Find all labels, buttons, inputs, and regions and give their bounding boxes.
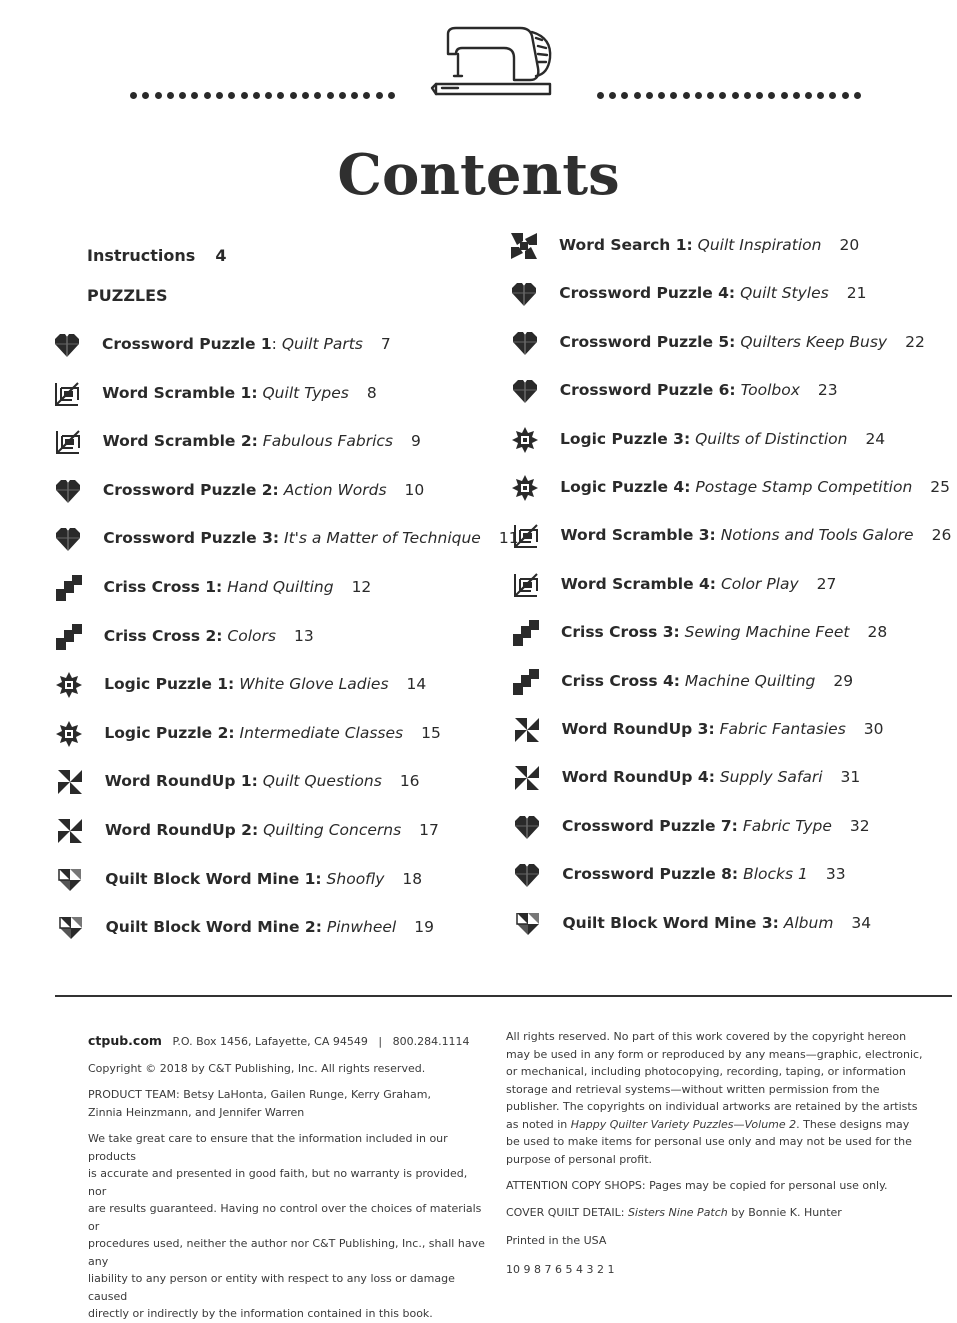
- star-block-icon: [510, 425, 540, 455]
- disclaimer-line: liability to any person or entity with respect to any loss or damage caused: [88, 1272, 455, 1303]
- mine-block-icon: [55, 865, 85, 895]
- puzzle-name: Logic Puzzle 1:: [104, 675, 235, 694]
- dot: [241, 92, 248, 99]
- dot: [744, 92, 751, 99]
- pinwheel-block-icon: [512, 715, 542, 745]
- puzzle-name: Crossword Puzzle 6:: [559, 381, 736, 400]
- puzzle-theme: Colors: [227, 626, 276, 645]
- puzzle-theme: Quilts of Distinction: [695, 429, 848, 448]
- toc-entry-text: [560, 478, 950, 496]
- book-title: Happy Quilter Variety Puzzles—Volume 2: [570, 1117, 797, 1131]
- toc-entry-text: [104, 675, 426, 693]
- toc-entry-text: [105, 821, 439, 839]
- dot: [155, 92, 162, 99]
- scramble-block-icon: [511, 570, 541, 600]
- page-number: 8: [366, 383, 377, 402]
- puzzle-name: Crossword Puzzle 5:: [559, 332, 736, 351]
- puzzle-name: Word RoundUp 4:: [561, 768, 715, 787]
- zigzag-block-icon: [511, 667, 541, 697]
- puzzle-name: Word RoundUp 1:: [104, 772, 258, 791]
- toc-entry-text: [106, 918, 434, 936]
- disclaimer-line: are results guaranteed. Having no control over the choices of materials or: [88, 1202, 482, 1233]
- heart-block-icon: [510, 328, 540, 358]
- publisher-phone: 800.284.1114: [392, 1035, 470, 1048]
- puzzle-theme: Machine Quilting: [684, 671, 816, 690]
- toc-entry-text: [560, 333, 925, 351]
- printed-line: Printed in the USA: [506, 1234, 607, 1247]
- toc-entry-text: [560, 381, 838, 399]
- toc-entry-text: [561, 526, 952, 544]
- dot: [363, 92, 370, 99]
- attention-line: ATTENTION COPY SHOPS: Pages may be copied for personal use only.: [506, 1179, 888, 1192]
- page-number: 15: [421, 723, 441, 742]
- heart-block-icon: [512, 812, 542, 842]
- toc-entry-text: [563, 914, 872, 932]
- puzzle-theme: Pinwheel: [326, 918, 397, 937]
- dot: [597, 92, 604, 99]
- dot: [191, 92, 198, 99]
- puzzle-theme: Quilt Styles: [740, 284, 829, 303]
- dot: [253, 92, 260, 99]
- arrow-block-icon: [509, 231, 539, 261]
- puzzle-name: Crossword Puzzle 4:: [559, 284, 736, 303]
- puzzle-name: Criss Cross 3:: [561, 623, 680, 642]
- toc-entry-text: [104, 724, 440, 742]
- scramble-block-icon: [511, 521, 541, 551]
- zigzag-block-icon: [511, 618, 541, 648]
- puzzle-name: Criss Cross 1:: [103, 578, 223, 596]
- toc-entry-text: [561, 623, 887, 641]
- printing-numbers: 10 9 8 7 6 5 4 3 2 1: [506, 1262, 615, 1276]
- page-number: 14: [406, 675, 427, 694]
- dot: [683, 92, 690, 99]
- product-team-line-1: PRODUCT TEAM: Betsy LaHonta, Gailen Runge, Kerry Graham,: [88, 1088, 431, 1101]
- puzzle-name: Criss Cross 4:: [561, 671, 680, 690]
- puzzle-theme: Color Play: [720, 574, 799, 593]
- puzzle-theme: Hand Quilting: [227, 578, 334, 596]
- dot: [216, 92, 223, 99]
- toc-entry-text: [104, 627, 314, 645]
- dot: [265, 92, 272, 99]
- toc-entry-text: [561, 672, 853, 690]
- page-number: 22: [905, 332, 925, 351]
- puzzle-theme: Quilting Concerns: [263, 821, 402, 839]
- dot: [719, 92, 726, 99]
- puzzle-theme: Notions and Tools Galore: [720, 526, 914, 545]
- rights-text-end: [506, 1133, 946, 1168]
- star-block-icon: [54, 719, 84, 749]
- puzzle-name: Crossword Puzzle 1: [102, 335, 272, 353]
- puzzle-name: Criss Cross 2:: [103, 626, 223, 645]
- scramble-block-icon: [52, 379, 82, 409]
- heart-block-icon: [52, 330, 82, 360]
- disclaimer-line: is accurate and presented in good faith, but no warranty is provided, nor: [88, 1167, 468, 1198]
- disclaimer-text: [88, 1130, 488, 1323]
- puzzle-name: Logic Puzzle 4:: [560, 478, 691, 496]
- page-number: 32: [849, 816, 870, 835]
- puzzle-theme: It's a Matter of Technique: [284, 529, 481, 548]
- toc-entry-text: [103, 529, 518, 547]
- dot: [695, 92, 702, 99]
- dot: [167, 92, 174, 99]
- dot: [817, 92, 824, 99]
- dot: [707, 92, 714, 99]
- pinwheel-block-icon: [55, 767, 85, 797]
- dot: [732, 92, 739, 99]
- toc-entry-text: [102, 335, 391, 353]
- rights-line-6-b: . These designs may: [796, 1117, 910, 1131]
- cover-quilt-line: [506, 1204, 946, 1222]
- puzzle-theme: Quilt Inspiration: [697, 236, 822, 254]
- disclaimer-line: procedures used, neither the author nor C&T Publishing, Inc., shall have any: [88, 1237, 485, 1268]
- page-number: 18: [402, 869, 423, 888]
- puzzles-heading: PUZZLES: [87, 286, 168, 305]
- page-number: 9: [411, 432, 421, 451]
- disclaimer-line: We take great care to ensure that the information included in our products: [88, 1132, 448, 1163]
- puzzle-theme: Postage Stamp Competition: [695, 478, 913, 496]
- puzzle-theme: White Glove Ladies: [239, 675, 389, 694]
- sewing-machine-icon: [428, 18, 558, 100]
- toc-entry-text: [559, 236, 859, 254]
- dot: [142, 92, 149, 99]
- publisher-site[interactable]: ctpub.com: [88, 1033, 162, 1048]
- toc-entry-text: [102, 384, 376, 402]
- page-number: 20: [839, 236, 860, 254]
- heart-block-icon: [510, 376, 540, 406]
- dot: [781, 92, 788, 99]
- dot: [351, 92, 358, 99]
- puzzle-name: Logic Puzzle 3:: [560, 429, 691, 448]
- zigzag-block-icon: [54, 622, 84, 652]
- page-number: 29: [833, 671, 854, 690]
- dot: [805, 92, 812, 99]
- puzzle-theme: Action Words: [283, 480, 387, 499]
- toc-entry-text: [562, 865, 845, 883]
- puzzle-theme: Shoofly: [326, 869, 385, 888]
- product-team-line-2: Zinnia Heinzmann, and Jennifer Warren: [88, 1105, 305, 1119]
- dot: [339, 92, 346, 99]
- dot: [290, 92, 297, 99]
- puzzle-theme: Toolbox: [740, 381, 800, 400]
- page-number: 30: [863, 720, 884, 738]
- puzzle-theme: Fabulous Fabrics: [262, 432, 394, 451]
- puzzle-theme: Quilt Questions: [262, 772, 382, 791]
- puzzle-name: Crossword Puzzle 7:: [562, 816, 738, 835]
- heart-block-icon: [53, 476, 83, 506]
- toc-entry-text: [562, 720, 884, 738]
- pinwheel-block-icon: [512, 763, 542, 793]
- mine-block-icon: [513, 909, 543, 939]
- dot: [842, 92, 849, 99]
- toc-entry-text: [559, 284, 866, 302]
- page-number: 34: [851, 913, 872, 932]
- toc-entry-text: [103, 481, 424, 499]
- toc-entry-text: [103, 432, 421, 450]
- address-divider: |: [378, 1035, 383, 1048]
- cover-quilt-title: Sisters Nine Patch: [627, 1205, 728, 1219]
- dot: [646, 92, 653, 99]
- dot: [854, 92, 861, 99]
- page-number: 24: [865, 429, 886, 448]
- heart-block-icon: [509, 279, 539, 309]
- toc-entry-text: [562, 817, 870, 835]
- page-number: 19: [414, 918, 434, 937]
- puzzle-name: Word RoundUp 2:: [105, 821, 259, 839]
- page-number: 27: [816, 574, 837, 593]
- page-number: 21: [846, 284, 867, 303]
- heart-block-icon: [512, 860, 542, 890]
- dot: [768, 92, 775, 99]
- instructions-entry[interactable]: [87, 246, 226, 265]
- rights-line: storage and retrieval systems—without written permission from the: [506, 1082, 880, 1096]
- puzzle-theme: Quilters Keep Busy: [740, 332, 888, 351]
- toc-entry-text: [561, 575, 837, 593]
- page-number: 10: [404, 480, 425, 499]
- puzzle-name: Word Search 1:: [559, 236, 693, 254]
- puzzle-theme: Sewing Machine Feet: [684, 623, 850, 642]
- rights-line: be used to make items for personal use only and may not be used for the: [506, 1135, 912, 1148]
- puzzle-name: Word RoundUp 3:: [561, 720, 715, 738]
- puzzle-theme: Quilt Types: [262, 383, 349, 402]
- puzzle-name: Quilt Block Word Mine 1:: [105, 869, 322, 888]
- dot: [621, 92, 628, 99]
- puzzle-theme: Supply Safari: [719, 768, 823, 787]
- copyright-line: Copyright © 2018 by C&T Publishing, Inc. All rights reserved.: [88, 1061, 426, 1075]
- footer-left: [88, 1032, 488, 1323]
- footer-divider: [55, 995, 952, 997]
- dot: [756, 92, 763, 99]
- dot: [388, 92, 395, 99]
- toc-entry-text: [105, 870, 422, 888]
- puzzle-name: Logic Puzzle 2:: [104, 723, 235, 742]
- puzzle-name: Word Scramble 3:: [560, 526, 716, 545]
- puzzle-theme: Intermediate Classes: [239, 723, 404, 742]
- scramble-block-icon: [53, 427, 83, 457]
- toc-entry-text: [104, 578, 372, 596]
- puzzle-theme: Quilt Parts: [281, 335, 363, 353]
- dot: [829, 92, 836, 99]
- puzzle-name: Crossword Puzzle 3:: [103, 529, 280, 548]
- star-block-icon: [510, 473, 540, 503]
- mine-block-icon: [56, 913, 86, 943]
- puzzle-theme: Fabric Type: [742, 816, 832, 835]
- dot: [327, 92, 334, 99]
- dot: [670, 92, 677, 99]
- page-number: 12: [351, 578, 372, 596]
- puzzle-name: Word Scramble 4:: [560, 574, 716, 593]
- rights-line-6: [506, 1116, 946, 1134]
- rights-text: [506, 1028, 946, 1116]
- dot: [277, 92, 284, 99]
- puzzle-theme: Fabric Fantasies: [719, 720, 846, 738]
- page-number: 13: [293, 626, 314, 645]
- dotted-rule-left: [130, 89, 395, 101]
- pinwheel-block-icon: [55, 816, 85, 846]
- page-number: 26: [931, 526, 952, 545]
- rights-line-6-a: as noted in: [506, 1117, 571, 1131]
- rights-line: publisher. The copyrights on individual artworks are retained by the artists: [506, 1100, 918, 1113]
- puzzle-name: Quilt Block Word Mine 2:: [105, 918, 322, 937]
- footer-right: [506, 1028, 946, 1278]
- instructions-page: 4: [215, 246, 227, 265]
- puzzle-theme: Blocks 1: [743, 865, 808, 884]
- dot: [634, 92, 641, 99]
- puzzle-name: Crossword Puzzle 8:: [562, 865, 739, 884]
- page-number: 17: [419, 821, 439, 839]
- disclaimer-line: directly or indirectly by the information contained in this book.: [88, 1307, 433, 1320]
- page-number: 28: [867, 623, 888, 642]
- dot: [658, 92, 665, 99]
- dotted-rule-right: [597, 89, 861, 101]
- publisher-address: P.O. Box 1456, Lafayette, CA 94549: [172, 1035, 368, 1048]
- puzzle-name-separator: :: [271, 335, 277, 353]
- toc-entry-text: [562, 768, 861, 786]
- toc-entry-text: [560, 430, 885, 448]
- dot: [314, 92, 321, 99]
- puzzle-name: Crossword Puzzle 2:: [102, 480, 279, 499]
- page-number: 33: [825, 865, 846, 884]
- puzzle-name: Quilt Block Word Mine 3:: [562, 913, 779, 932]
- toc-entry-text: [105, 772, 420, 790]
- star-block-icon: [54, 670, 84, 700]
- puzzle-name: Word Scramble 2:: [102, 432, 258, 451]
- rights-line: or mechanical, including photocopying, recording, taping, or information: [506, 1065, 906, 1078]
- zigzag-block-icon: [54, 573, 84, 603]
- instructions-label: Instructions: [87, 246, 196, 265]
- dot: [204, 92, 211, 99]
- dot: [302, 92, 309, 99]
- rights-line: All rights reserved. No part of this work covered by the copyright hereon: [506, 1030, 907, 1043]
- dot: [793, 92, 800, 99]
- dot: [130, 92, 137, 99]
- page-number: 25: [930, 478, 951, 496]
- cover-label: COVER QUILT DETAIL:: [506, 1205, 628, 1219]
- cover-artist: by Bonnie K. Hunter: [727, 1205, 842, 1219]
- page-number: 31: [840, 768, 861, 787]
- dot: [179, 92, 186, 99]
- page-number: 11: [498, 529, 519, 548]
- page-title: Contents: [337, 142, 620, 208]
- page-number: 7: [380, 335, 391, 353]
- dot: [609, 92, 616, 99]
- puzzle-name: Word Scramble 1:: [102, 383, 258, 402]
- rights-line: purpose of personal profit.: [506, 1152, 653, 1166]
- page-number: 16: [399, 772, 420, 791]
- page-number: 23: [817, 381, 838, 400]
- dot: [376, 92, 383, 99]
- dot: [228, 92, 235, 99]
- heart-block-icon: [53, 524, 83, 554]
- puzzle-theme: Album: [783, 913, 834, 932]
- rights-line: may be used in any form or reproduced by any means—graphic, electronic,: [506, 1047, 923, 1061]
